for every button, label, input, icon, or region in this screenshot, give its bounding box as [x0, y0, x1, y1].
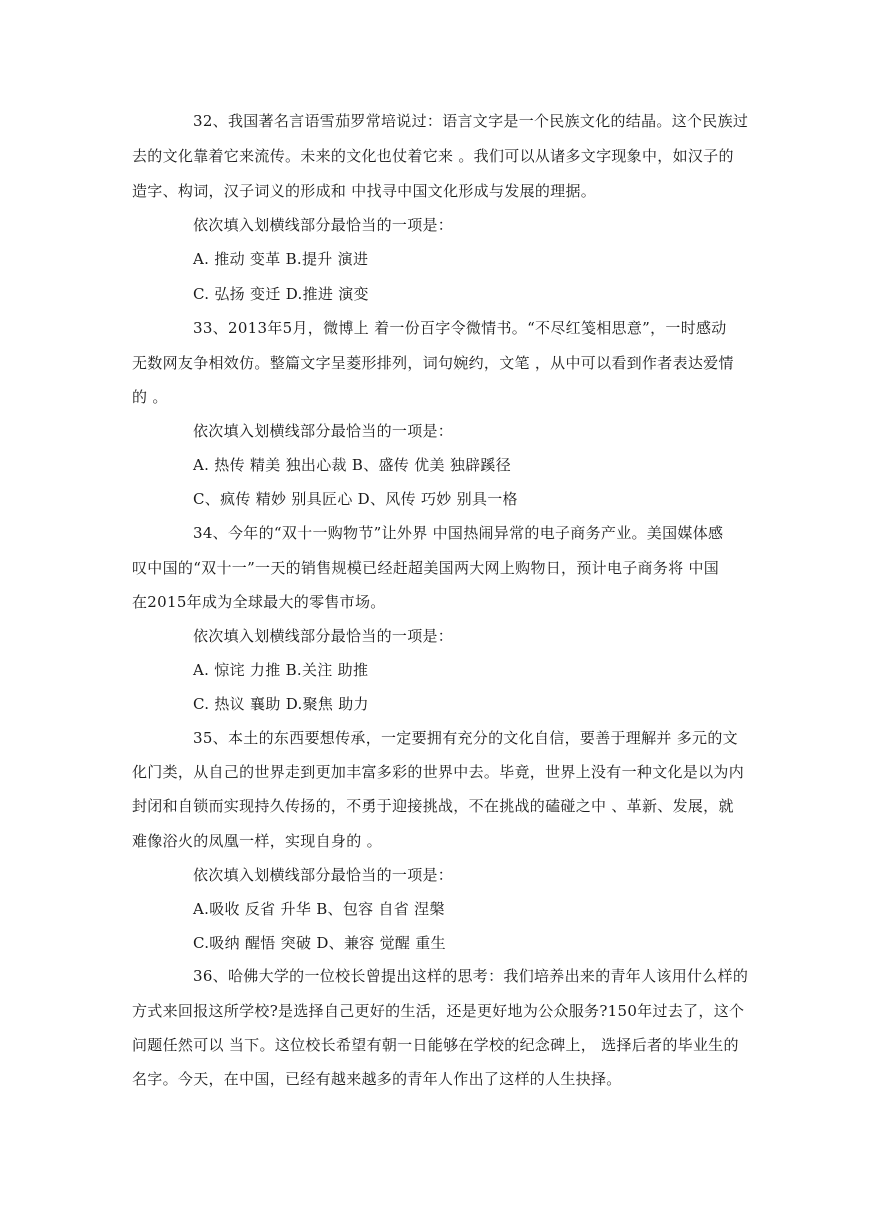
q33-line-2: 无数网友争相效仿。整篇文字呈菱形排列，词句婉约，文笔 ，从中可以看到作者表达爱情	[132, 354, 734, 372]
q36-line-2: 方式来回报这所学校?是选择自己更好的生活，还是更好地为公众服务?150年过去了，这个	[132, 1002, 745, 1020]
q33-options-cd: C、疯传 精妙 别具匠心 D、风传 巧妙 别具一格	[193, 490, 518, 508]
q34-line-1: 34、今年的“双十一购物节”让外界 中国热闹异常的电子商务产业。美国媒体感	[193, 524, 724, 542]
q34-line-3: 在2015年成为全球最大的零售市场。	[132, 593, 386, 611]
q33-line-1: 33、2013年5月，微博上 着一份百字令微情书。“不尽红笺相思意”，一时感动	[193, 319, 727, 337]
q33-options-ab: A. 热传 精美 独出心裁 B、盛传 优美 独辟蹊径	[193, 456, 512, 474]
q33-prompt: 依次填入划横线部分最恰当的一项是：	[193, 422, 454, 440]
q35-options-cd: C.吸纳 醒悟 突破 D、兼容 觉醒 重生	[193, 934, 446, 952]
q35-options-ab: A.吸收 反省 升华 B、包容 自省 涅槃	[193, 900, 445, 918]
q35-line-1: 35、本土的东西要想传承，一定要拥有充分的文化自信，要善于理解并 多元的文	[193, 729, 738, 747]
q36-line-4: 名字。今天，在中国，已经有越来越多的青年人作出了这样的人生抉择。	[132, 1070, 622, 1088]
q36-line-1: 36、哈佛大学的一位校长曾提出这样的思考：我们培养出来的青年人该用什么样的	[193, 967, 749, 985]
q34-options-ab: A. 惊诧 力推 B.关注 助推	[193, 661, 369, 679]
q33-line-3: 的 。	[132, 388, 168, 406]
q32-line-3: 造字、构词，汉子词义的形成和 中找寻中国文化形成与发展的理据。	[132, 182, 597, 200]
q34-line-2: 叹中国的“双十一”一天的销售规模已经赶超美国两大网上购物日，预计电子商务将 中国	[132, 559, 720, 577]
q32-line-1: 32、我国著名言语雪茄罗常培说过：语言文字是一个民族文化的结晶。这个民族过	[193, 112, 749, 130]
q35-line-3: 封闭和自锁而实现持久传扬的，不勇于迎接挑战，不在挑战的磕碰之中 、革新、发展，就	[132, 797, 734, 815]
q35-line-2: 化门类，从自己的世界走到更加丰富多彩的世界中去。毕竟，世界上没有一种文化是以为内	[132, 763, 745, 781]
q32-options-cd: C. 弘扬 变迁 D.推进 演变	[193, 285, 369, 303]
q35-line-4: 难像浴火的凤凰一样，实现自身的 。	[132, 832, 382, 850]
q34-options-cd: C. 热议 襄助 D.聚焦 助力	[193, 695, 369, 713]
q32-prompt: 依次填入划横线部分最恰当的一项是：	[193, 216, 454, 234]
q32-line-2: 去的文化靠着它来流传。未来的文化也仗着它来 。我们可以从诸多文字现象中，如汉子的	[132, 147, 734, 165]
q34-prompt: 依次填入划横线部分最恰当的一项是：	[193, 627, 454, 645]
q35-prompt: 依次填入划横线部分最恰当的一项是：	[193, 866, 454, 884]
q32-options-ab: A. 推动 变革 B.提升 演进	[193, 250, 369, 268]
q36-line-3: 问题任然可以 当下。这位校长希望有朝一日能够在学校的纪念碑上， 选择后者的毕业生的	[132, 1036, 739, 1054]
